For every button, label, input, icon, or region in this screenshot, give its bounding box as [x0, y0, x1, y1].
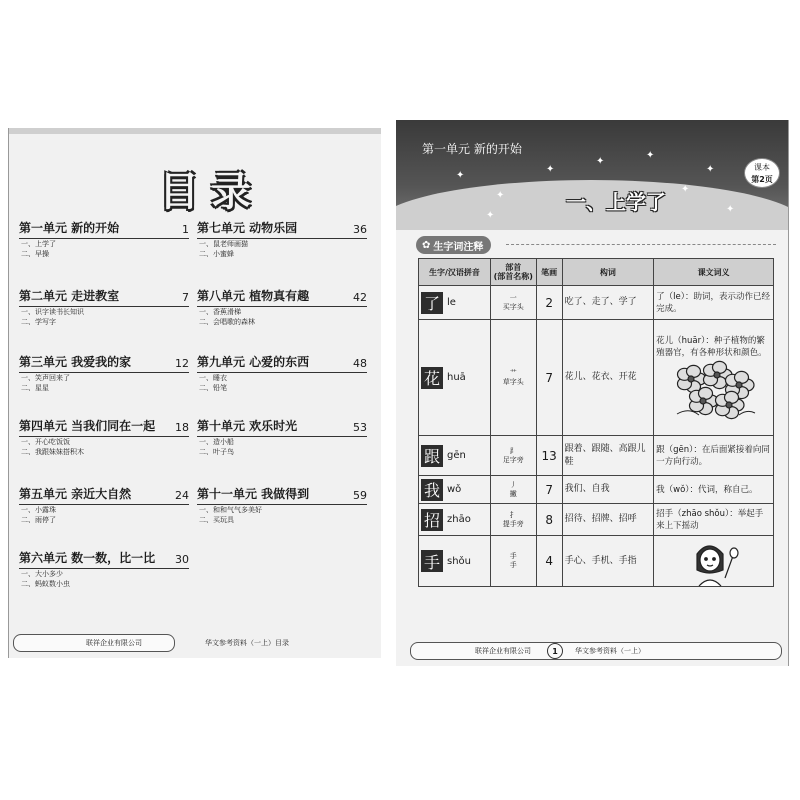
- toc-unit-header: [197, 216, 367, 239]
- vocab-char: 我: [421, 479, 443, 501]
- toc-unit-name: 第二单元 走进教室: [19, 289, 120, 303]
- toc-unit-header: [19, 216, 189, 239]
- girl-waving-illustration: [656, 536, 771, 586]
- vocab-pinyin: gēn: [447, 450, 466, 461]
- toc-unit-name: 第七单元 动物乐园: [197, 221, 298, 235]
- vocab-words: 吃了、走了、学了: [562, 286, 654, 320]
- toc-unit-name: 第一单元 新的开始: [19, 221, 120, 235]
- toc-unit-header: [197, 284, 367, 307]
- char-cell: [419, 504, 491, 536]
- toc-lesson: 二、蚂蚁数小虫: [21, 580, 70, 588]
- star-icon: ✦: [726, 204, 735, 215]
- toc-lesson: 一、和和气气多美好: [199, 506, 262, 514]
- vocab-strokes: 8: [536, 504, 562, 536]
- char-cell: [419, 436, 491, 476]
- page-ref-number: 第2页: [751, 175, 773, 184]
- toc-lesson: 一、开心吃饭饭: [21, 438, 70, 446]
- toc-unit-name: 第四单元 当我们同在一起: [19, 419, 156, 433]
- lesson-banner: [396, 120, 788, 230]
- toc-unit-name: 第五单元 亲近大自然: [19, 487, 132, 501]
- vocab-pinyin: shǒu: [447, 555, 472, 567]
- vocab-row: [419, 436, 774, 476]
- vocab-radical: 手 手: [490, 536, 536, 587]
- vocab-meaning: 了（le）：助词，表示动作已经完成。: [656, 291, 770, 314]
- char-cell: [419, 286, 491, 320]
- toc-unit: [19, 482, 189, 525]
- vocab-row: [419, 504, 774, 536]
- toc-lesson: 一、造小船: [199, 438, 234, 446]
- vocab-char: 手: [421, 550, 443, 572]
- book-title: 华文参考资料（一上）: [575, 647, 645, 655]
- char-cell: [419, 476, 491, 504]
- toc-unit-page: 1: [182, 223, 189, 236]
- vocab-row: [419, 320, 774, 436]
- vocab-meaning: 跟（gēn）：在后面紧接着向同一方向行动。: [656, 444, 770, 467]
- toc-unit-header: [197, 414, 367, 437]
- vocab-char: 了: [421, 292, 443, 314]
- textbook-page-ref: [744, 158, 780, 188]
- unit-label: 第一单元 新的开始: [422, 142, 522, 156]
- lesson-page: [396, 120, 789, 666]
- vocab-meaning: 我（wǒ）：代词，称自己。: [656, 484, 758, 495]
- vocab-meaning-cell: [654, 320, 774, 436]
- toc-lesson: 一、识字读书长知识: [21, 308, 84, 316]
- toc-title: 目录: [159, 169, 263, 215]
- vocab-radical: 一 买字头: [490, 286, 536, 320]
- toc-unit-name: 第三单元 我爱我的家: [19, 355, 132, 369]
- vocab-meaning-cell: [654, 286, 774, 320]
- toc-unit-name: 第八单元 植物真有趣: [197, 289, 310, 303]
- toc-lesson: 二、雨停了: [21, 516, 56, 524]
- toc-lesson: 一、鼠老师画猫: [199, 240, 248, 248]
- vocab-strokes: 7: [536, 476, 562, 504]
- lesson-title: 一、上学了: [566, 190, 666, 214]
- toc-unit-name: 第十单元 欢乐时光: [197, 419, 298, 433]
- vocab-meaning-cell: [654, 536, 774, 587]
- toc-lesson: 二、会唱歌的森林: [199, 318, 255, 326]
- vocab-words: 我们、自我: [562, 476, 654, 504]
- toc-lesson: 一、上学了: [21, 240, 56, 248]
- vocab-strokes: 7: [536, 320, 562, 436]
- star-icon: ✦: [456, 170, 465, 181]
- toc-unit-page: 59: [353, 489, 367, 502]
- right-footer-bar: [410, 642, 782, 660]
- toc-lesson: 一、笑声回来了: [21, 374, 70, 382]
- left-footer-publisher: [13, 634, 175, 652]
- toc-page: [8, 128, 381, 658]
- toc-unit: [19, 216, 189, 259]
- vocab-meaning: 招手（zhāo shǒu）：举起手来上下摇动: [656, 508, 764, 531]
- toc-lesson: 一、大小多少: [21, 570, 63, 578]
- vocab-radical: ⻊ 足字旁: [490, 436, 536, 476]
- toc-unit-page: 36: [353, 223, 367, 236]
- toc-unit-page: 18: [175, 421, 189, 434]
- toc-unit-header: [197, 482, 367, 505]
- vocab-meaning-cell: [654, 476, 774, 504]
- vocab-row: [419, 476, 774, 504]
- toc-lesson: 二、铅笔: [199, 384, 227, 392]
- vocab-strokes: 13: [536, 436, 562, 476]
- toc-unit: [197, 350, 367, 393]
- header-char: 生字/汉语拼音: [419, 259, 491, 286]
- vocab-words: 手心、手机、手指: [562, 536, 654, 587]
- vocab-row: [419, 536, 774, 587]
- toc-unit: [19, 350, 189, 393]
- header-words: 构词: [562, 259, 654, 286]
- vocab-pinyin: wǒ: [447, 484, 462, 495]
- vocab-char: 跟: [421, 445, 443, 467]
- toc-lesson: 二、小蜜蜂: [199, 250, 234, 258]
- toc-unit-page: 42: [353, 291, 367, 304]
- vocab-header-row: [419, 259, 774, 286]
- vocab-meaning-cell: [654, 504, 774, 536]
- toc-unit-page: 24: [175, 489, 189, 502]
- publisher-name: 联祥企业有限公司: [475, 647, 531, 655]
- toc-lesson: 二、买玩具: [199, 516, 234, 524]
- toc-lesson: 二、我跟妹妹搭积木: [21, 448, 84, 456]
- publisher-name: 联祥企业有限公司: [86, 639, 142, 647]
- vocab-words: 花儿、花衣、开花: [562, 320, 654, 436]
- star-icon: ✦: [646, 150, 655, 161]
- vocab-meaning-cell: [654, 436, 774, 476]
- toc-unit: [197, 414, 367, 457]
- toc-unit-header: [19, 284, 189, 307]
- page-number: 1: [547, 643, 563, 659]
- vocab-strokes: 2: [536, 286, 562, 320]
- vocab-char: 招: [421, 509, 443, 531]
- vocab-row: [419, 286, 774, 320]
- header-strokes: 笔画: [536, 259, 562, 286]
- star-icon: ✦: [706, 164, 715, 175]
- toc-unit-header: [19, 546, 189, 569]
- vocab-meaning: 花儿（huār）：种子植物的繁殖器官，有各种形状和颜色。: [656, 335, 767, 358]
- toc-unit-name: 第六单元 数一数，比一比: [19, 551, 156, 565]
- star-icon: ✦: [681, 184, 690, 195]
- toc-lesson: 一、小露珠: [21, 506, 56, 514]
- star-icon: ✦: [596, 156, 605, 167]
- section-tag: [416, 236, 491, 254]
- toc-unit-header: [19, 414, 189, 437]
- star-icon: ✦: [496, 190, 505, 201]
- toc-unit-page: 53: [353, 421, 367, 434]
- toc-unit: [19, 284, 189, 327]
- toc-lesson: 一、睡衣: [199, 374, 227, 382]
- toc-unit-header: [19, 350, 189, 373]
- toc-lesson: 二、学写字: [21, 318, 56, 326]
- section-divider: [506, 244, 776, 245]
- toc-lesson: 二、星星: [21, 384, 49, 392]
- toc-unit-name: 第九单元 心爱的东西: [197, 355, 310, 369]
- vocab-words: 跟着、跟随、高跟儿鞋: [562, 436, 654, 476]
- vocab-pinyin: huā: [447, 372, 466, 383]
- toc-unit: [19, 546, 189, 589]
- vocab-pinyin: zhāo: [447, 514, 471, 525]
- header-radical: 部首 (部首名称): [490, 259, 536, 286]
- flower-icon: ✿: [422, 239, 431, 251]
- vocab-radical: 丿 撇: [490, 476, 536, 504]
- toc-unit: [19, 414, 189, 457]
- vocab-char: 花: [421, 367, 443, 389]
- toc-unit-header: [19, 482, 189, 505]
- toc-lesson: 一、香蕉滑梯: [199, 308, 241, 316]
- left-footer-book-title: 华文参考资料（一上）目录: [205, 639, 289, 647]
- vocab-strokes: 4: [536, 536, 562, 587]
- vocab-radical: 扌 提手旁: [490, 504, 536, 536]
- star-icon: ✦: [546, 164, 555, 175]
- toc-unit: [197, 482, 367, 525]
- header-meaning: 课文词义: [654, 259, 774, 286]
- section-tag-label: 生字词注释: [433, 241, 484, 253]
- page-ref-label: 课本: [754, 163, 770, 172]
- char-cell: [419, 320, 491, 436]
- vocab-table: [418, 258, 774, 587]
- toc-unit-page: 7: [182, 291, 189, 304]
- vocab-words: 招待、招牌、招呼: [562, 504, 654, 536]
- toc-unit-page: 48: [353, 357, 367, 370]
- toc-unit-page: 30: [175, 553, 189, 566]
- toc-unit-page: 12: [175, 357, 189, 370]
- toc-lesson: 二、早操: [21, 250, 49, 258]
- flower-illustration: [656, 359, 771, 421]
- vocab-pinyin: le: [447, 297, 456, 308]
- toc-unit: [197, 284, 367, 327]
- toc-unit-header: [197, 350, 367, 373]
- toc-lesson: 二、叶子鸟: [199, 448, 234, 456]
- star-icon: ✦: [486, 210, 495, 221]
- vocab-radical: 艹 草字头: [490, 320, 536, 436]
- char-cell: [419, 536, 491, 587]
- toc-unit: [197, 216, 367, 259]
- toc-unit-name: 第十一单元 我做得到: [197, 487, 310, 501]
